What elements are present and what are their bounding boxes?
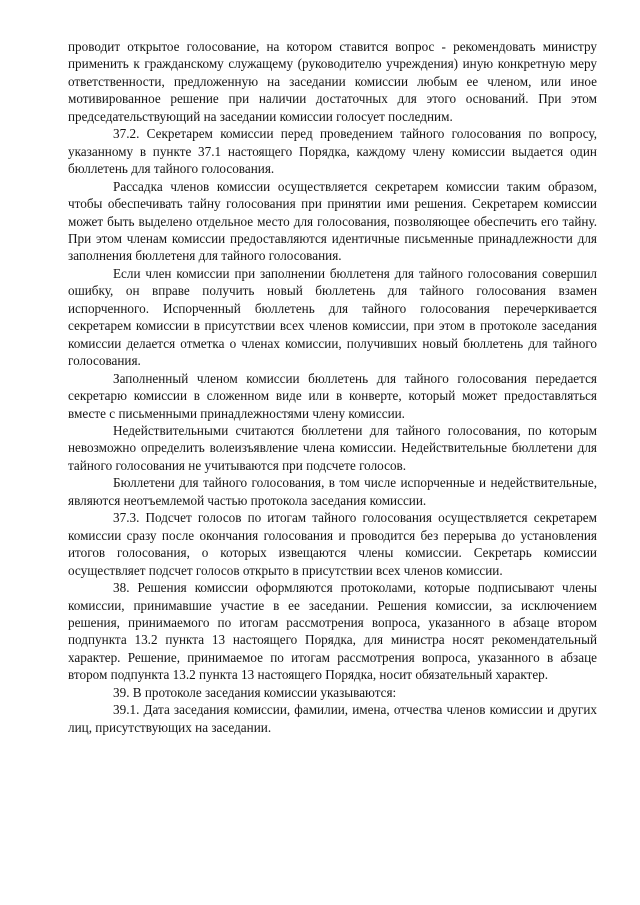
paragraph-spoiled-ballot: Если член комиссии при заполнении бюллетеня для тайного голосования совершил ошибку, он вправе получить новый бюллетень для тайного голосования взамен испорченного. Испорченный бюллетень для тайного голосования перечеркивается секретарем комиссии в присутствии всех членов комиссии, при этом в протоколе заседания комиссии делается отметка о членах комиссии, получивших новый бюллетень для тайного голосования.	[68, 265, 597, 369]
paragraph-39-1: 39.1. Дата заседания комиссии, фамилии, имена, отчества членов комиссии и других лиц, присутствующих на заседании.	[68, 702, 597, 735]
paragraph-filled-ballot: Заполненный членом комиссии бюллетень для тайного голосования передается секретарю комиссии в сложенном виде или в конверте, который может предоставляться вместе с письменными принадлежностями члену комиссии.	[68, 370, 597, 421]
paragraph-37-3: 37.3. Подсчет голосов по итогам тайного голосования осуществляется секретарем комиссии сразу после окончания голосования и проводится без перерыва до установления итогов голосования, о которых извещаются члены комиссии. Секретарь комиссии осуществляет подсчет голосов открыто в присутствии всех членов комиссии.	[68, 510, 597, 578]
paragraph-seating: Рассадка членов комиссии осуществляется секретарем комиссии таким образом, чтобы обеспечивать тайну голосования при принятии ими решения. Секретарем комиссии может быть выделено отдельное место для голосования, позволяющее обеспечить его тайну. При этом членам комиссии предоставляются идентичные письменные принадлежности для заполнения бюллетеня для тайного голосования.	[68, 178, 597, 264]
paragraph-39: 39. В протоколе заседания комиссии указываются:	[113, 684, 397, 700]
document-body	[68, 38, 597, 736]
paragraph-invalid-ballots: Недействительными считаются бюллетени для тайного голосования, по которым невозможно определить волеизъявление члена комиссии. Недействительные бюллетени для тайного голосования не учитываются при подсчете голосов.	[68, 422, 597, 473]
paragraph-open-voting-continuation: проводит открытое голосование, на котором ставится вопрос - рекомендовать министру применить к гражданскому служащему (руководителю учреждения) иную конкретную меру ответственности, предложенную на заседании комиссии любым ее членом, или иное мотивированное решение при наличии достаточных для этого оснований. При этом председательствующий на заседании комиссии голосует последним.	[68, 39, 597, 124]
paragraph-37-2: 37.2. Секретарем комиссии перед проведением тайного голосования по вопросу, указанному в пункте 37.1 настоящего Порядка, каждому члену комиссии выдается один бюллетень для тайного голосования.	[68, 126, 597, 177]
paragraph-38: 38. Решения комиссии оформляются протоколами, которые подписывают члены комиссии, принимавшие участие в ее заседании. Решения комиссии, за исключением решения, принимаемого по итогам рассмотрения вопроса, указанного в абзаце втором подпункта 13.2 пункта 13 настоящего Порядка, для министра носят рекомендательный характер. Решение, принимаемое по итогам рассмотрения вопроса, указанного в абзаце втором подпункта 13.2 пункта 13 настоящего Порядка, носит обязательный характер.	[68, 580, 597, 683]
paragraph-ballots-part-of-protocol: Бюллетени для тайного голосования, в том числе испорченные и недействительные, являются неотъемлемой частью протокола заседания комиссии.	[68, 475, 597, 508]
